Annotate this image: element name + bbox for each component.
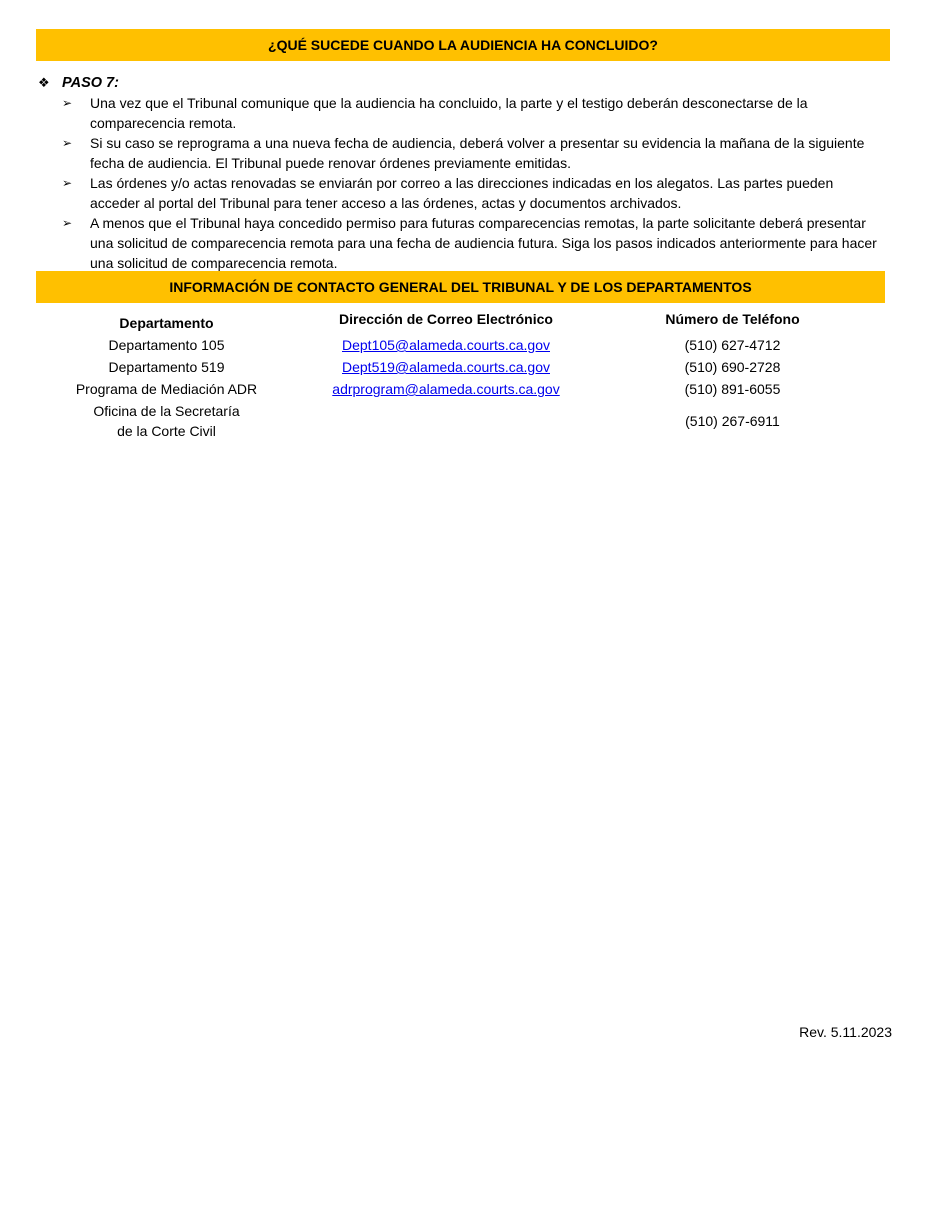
step-label: PASO 7: <box>62 75 119 91</box>
column-header-department: Departamento <box>119 315 214 331</box>
email-link-dept105[interactable]: Dept105@alameda.courts.ca.gov <box>342 337 550 353</box>
table-cell-email <box>316 356 576 378</box>
table-cell-department: Departamento 519 <box>108 359 225 375</box>
step-bullet-list <box>62 93 882 273</box>
diamond-bullet-icon: ❖ <box>38 75 50 90</box>
department-line: Oficina de la Secretaría <box>93 403 240 419</box>
table-cell-department: Programa de Mediación ADR <box>75 381 258 397</box>
table-cell-department <box>36 400 297 443</box>
list-item-text: Si su caso se reprograma a una nueva fecha de audiencia, deberá volver a presentar su evidencia la mañana de la siguiente fecha de audiencia. El Tribunal puede renovar órdenes previamente emitidas. <box>90 135 865 171</box>
table-cell-phone: (510) 891-6055 <box>684 381 781 397</box>
list-item <box>62 93 882 133</box>
email-link-dept519[interactable]: Dept519@alameda.courts.ca.gov <box>342 359 550 375</box>
arrowhead-bullet-icon: ➢ <box>62 96 73 110</box>
column-header-phone: Número de Teléfono <box>665 311 800 327</box>
list-item-text: Las órdenes y/o actas renovadas se enviarán por correo a las direcciones indicadas en los alegatos. Las partes pueden acceder al portal del Tribunal para tener acceso a las órdenes, actas y documentos archivados. <box>90 175 834 211</box>
list-item <box>62 133 882 173</box>
phone-column <box>626 308 839 442</box>
arrowhead-bullet-icon: ➢ <box>62 136 73 150</box>
department-line: de la Corte Civil <box>117 423 216 439</box>
table-cell-phone: (510) 267-6911 <box>685 413 780 429</box>
table-cell-phone: (510) 690-2728 <box>684 359 781 375</box>
email-link-adr-program[interactable]: adrprogram@alameda.courts.ca.gov <box>332 381 560 397</box>
list-item <box>62 173 882 213</box>
section-banner-hearing-concluded <box>36 29 890 61</box>
step-heading <box>38 73 119 93</box>
email-column <box>316 308 576 400</box>
list-item <box>62 213 882 273</box>
revision-label: Rev. 5.11.2023 <box>799 1024 892 1040</box>
department-column <box>36 308 297 443</box>
list-item-text: Una vez que el Tribunal comunique que la audiencia ha concluido, la parte y el testigo deberán desconectarse de la comparecencia remota. <box>90 95 808 131</box>
section-banner-contact-info <box>36 271 885 303</box>
arrowhead-bullet-icon: ➢ <box>62 216 73 230</box>
arrowhead-bullet-icon: ➢ <box>62 176 73 190</box>
table-cell-email <box>316 378 576 400</box>
table-cell-department: Departamento 105 <box>108 337 225 353</box>
table-cell-phone: (510) 627-4712 <box>684 337 781 353</box>
column-header-email: Dirección de Correo Electrónico <box>339 311 553 327</box>
list-item-text: A menos que el Tribunal haya concedido permiso para futuras comparecencias remotas, la parte solicitante deberá presentar una solicitud de comparecencia remota para una fecha de audiencia futura. Siga los pasos indicados anteriormente para hacer una solicitud de comparecencia remota. <box>90 215 877 271</box>
table-cell-email <box>316 334 576 356</box>
section-title: ¿QUÉ SUCEDE CUANDO LA AUDIENCIA HA CONCLUIDO? <box>268 37 658 53</box>
section-title: INFORMACIÓN DE CONTACTO GENERAL DEL TRIBUNAL Y DE LOS DEPARTAMENTOS <box>169 279 752 295</box>
